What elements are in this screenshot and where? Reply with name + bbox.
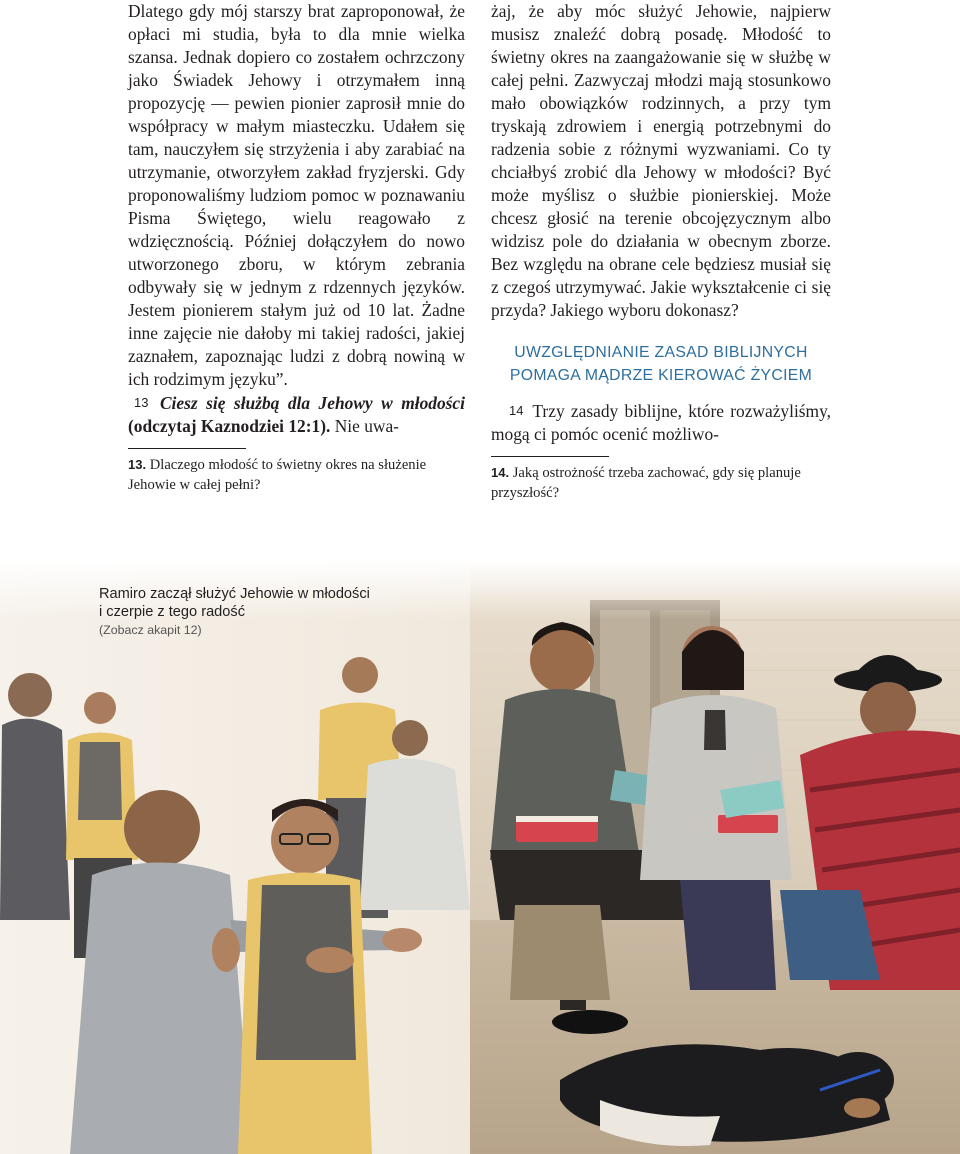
study-question-14 (491, 463, 831, 503)
right-column (491, 0, 831, 503)
paragraph-12-continuation: Dlatego gdy mój starszy brat zaproponował, że opłaci mi studia, była to dla mnie wielka szansa. Jednak dopiero co zostałem ochrzczony jako Świadek Jehowy i otrzymałem inną propozycję — pewien pionier zaprosił mnie do współpracy w małym miasteczku. Udałem się tam, nauczyłem się strzyżenia i aby zarabiać na utrzymanie, otworzyłem zakład fryzjerski. Gdy proponowaliśmy ludziom pomoc w poznawaniu Pisma Świętego, wielu reagowało z wdzięcznością. Później dołączyłem do nowo utworzonego zboru, w którym zebrania odbywały się w jednym z rdzennych języków. Jestem pionierem stałym już od 10 lat. Żadne inne zajęcie nie dałoby mi takiej radości, jakiej zaznałem, zapoznając ludzi z dobrą nowiną w ich rodzimym języku”. (128, 1, 465, 389)
illustration-caption (99, 585, 429, 639)
paragraph-13 (128, 391, 465, 438)
paragraph-13-continuation: żaj, że aby móc służyć Jehowie, najpierw musisz znaleźć dobrą posadę. Młodość to świetny okres na zaangażowanie się w służbę w całej pełni. Zazwyczaj młodzi mają stosunkowo mało obowiązków rodzinnych, a przy tym tryskają zdrowiem i energią potrzebnymi do radzenia sobie z różnymi wyzwaniami. Co ty chciałbyś zrobić dla Jehowy w młodości? Być może myślisz o służbie pionierskiej. Może chcesz głosić na terenie obcojęzycznym albo widzisz pole do działania w obecnym zborze. Bez względu na obrane cele będziesz musiał się z czegoś utrzymywać. Jakie wykształcenie ci się przyda? Jakiego wyboru dokonasz? (491, 1, 831, 320)
subheading-line-1: UWZGLĘDNIANIE ZASAD BIBLIJNYCH (514, 344, 808, 361)
illustration-artwork (0, 560, 960, 1154)
caption-line-2: i czerpie z tego radość (99, 604, 246, 620)
scripture-reference[interactable]: (odczytaj Kaznodziei 12:1). (128, 416, 331, 436)
left-column (128, 0, 465, 495)
question-text: Dlaczego młodość to świetny okres na służenie Jehowie w całej pełni? (128, 457, 427, 493)
paragraph-number: 14 (509, 403, 524, 418)
question-divider (491, 456, 609, 457)
paragraph-14 (491, 399, 831, 446)
paragraph-text: Nie uwa- (334, 416, 399, 436)
subheading-line-2: POMAGA MĄDRZE KIEROWAĆ ŻYCIEM (509, 367, 813, 384)
question-text: Jaką ostrożność trzeba zachować, gdy się planuje przyszłość? (491, 465, 801, 501)
study-question-13 (128, 455, 465, 495)
paragraph-text: Trzy zasady biblijne, które rozważyliśmy, mogą ci pomóc ocenić możliwo- (491, 401, 831, 444)
subheading (491, 341, 831, 387)
caption-see-reference[interactable]: (Zobacz akapit 12) (99, 623, 202, 637)
caption-line-1: Ramiro zaczął służyć Jehowie w młodości (99, 586, 370, 602)
illustration (0, 560, 960, 1154)
question-number: 14. (491, 465, 510, 480)
paragraph-number: 13 (134, 395, 149, 410)
question-divider (128, 448, 246, 449)
question-number: 13. (128, 457, 147, 472)
paragraph-theme: Ciesz się służbą dla Jehowy w młodości (159, 393, 465, 413)
